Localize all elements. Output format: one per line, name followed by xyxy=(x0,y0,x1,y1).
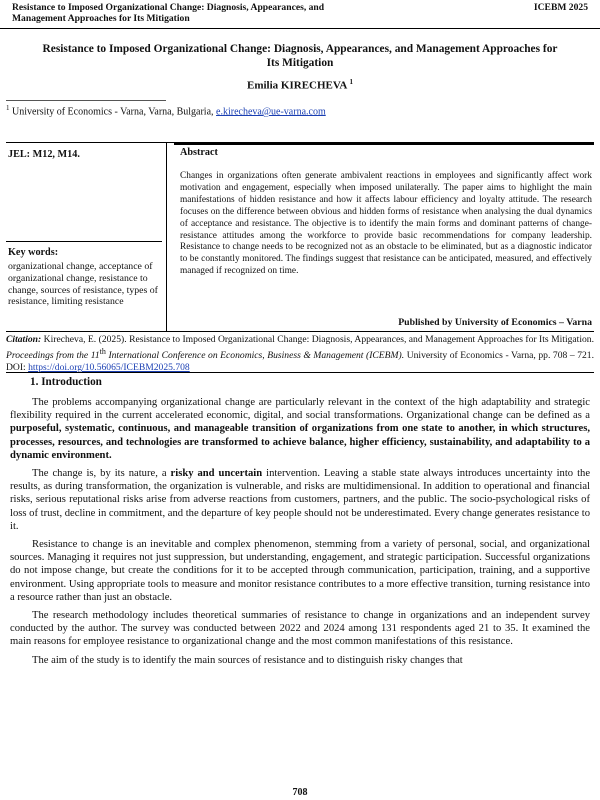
paragraph: The research methodology includes theoretical summaries of resistance to change in organizations and an independent survey conducted by the author. The survey was conducted between 2022 and 2024 among 131 respondents aged 21 to 35. It examined the main reasons for employee resistance to organizational change and the most common manifestations of this resistance. xyxy=(10,610,590,648)
keywords-title: Key words: xyxy=(8,247,59,258)
running-title: Resistance to Imposed Organizational Change: Diagnosis, Appearances, and Management Approaches for Its Mitigation xyxy=(12,2,325,24)
paragraph-emphasis: risky and uncertain xyxy=(170,468,263,480)
author-email-link[interactable]: e.kirecheva@ue-varna.com xyxy=(216,106,326,118)
citation-label: Citation: xyxy=(6,334,42,345)
body-text xyxy=(10,396,590,672)
author-name xyxy=(0,78,600,92)
header-rule xyxy=(0,28,600,29)
running-header xyxy=(12,2,588,24)
jel-codes: JEL: M12, M14. xyxy=(8,149,80,160)
paragraph-text: The problems accompanying organizational change are particularly relevant in the context of the high adaptability and strategic flexibility required in the current accelerated economic, digital, and social transformations. Organizational change can be defined as a xyxy=(10,397,590,422)
citation-block xyxy=(6,334,594,374)
paragraph xyxy=(10,467,590,533)
citation-superscript: th xyxy=(99,347,106,356)
author-name-text: Emilia KIRECHEVA xyxy=(247,79,347,92)
section-heading: 1. Introduction xyxy=(30,376,102,388)
publisher-line: Published by University of Economics – Varna xyxy=(398,317,592,328)
paragraph: The aim of the study is to identify the main sources of resistance and to distinguish risky changes that xyxy=(32,654,463,666)
keywords-rule xyxy=(6,241,162,242)
author-superscript: 1 xyxy=(349,78,353,86)
abstract-title: Abstract xyxy=(180,147,218,158)
keywords-list: organizational change, acceptance of organizational change, resistance to change, sources of resistance, types of resistance, limiting resistance xyxy=(8,261,158,308)
citation-rule xyxy=(6,372,594,373)
paragraph-text: The change is, by its nature, a xyxy=(32,468,167,480)
page-number: 708 xyxy=(292,787,308,798)
abstract-column xyxy=(174,143,594,333)
citation-proceedings-a: Proceedings from the 11 xyxy=(6,350,100,362)
abstract-text: Changes in organizations often generate ambivalent reactions in employees and significantly affect work motivation and engagement, especially when imposed unilaterally. The paper aims to highlight the main manifestations of hidden resistance and how it affects labour efficiency and loyalty attitude. The research focuses on the difference between obvious and hidden forms of resistance when analysing the dual dynamics of acceptance and resistance. The objective is to identify the main forms and dominant patterns of change-resistance attitudes among the workforce to provide basic recommendations for company leadership. Resistance to change needs to be recognized not as an obstacle to be eliminated, but as a diagnostic indicator to be constantly monitored. The findings suggest that resistance can be anticipated, measured, and effectively managed if recognized on time. xyxy=(180,171,592,277)
paragraph-emphasis: purposeful, systematic, continuous, and manageable transition of organizations from one state to another, in which structures, processes, resources, and technologies are transformed to achieve balance, higher efficiency, sustainability, and adaptability to a dynamic environment. xyxy=(10,423,590,461)
affiliation-superscript: 1 xyxy=(6,104,10,112)
paragraph: Resistance to change is an inevitable and complex phenomenon, stemming from a variety of personal, social, and organizational sources. Managing it requires not just suppression, but understanding, engagement, and strategic participation. Successful organizations do not impose change, but create the conditions for it to be accepted through communication, participation, training, and a supportive environment. Using appropriate tools to measure and monitor resistance contributes to a more effective transition, turning resistance into a resource rather than just an obstacle. xyxy=(10,539,590,603)
sidebar-column xyxy=(6,143,162,331)
citation-publisher: University of Economics - Varna, pp. 708 – 721. DOI: xyxy=(6,350,595,374)
affiliation-rule xyxy=(6,100,166,101)
affiliation-text: University of Economics - Varna, Varna, Bulgaria, xyxy=(12,106,214,118)
doi-link[interactable]: https://doi.org/10.56065/ICEBM2025.708 xyxy=(28,362,190,374)
paragraph-text: intervention. Leaving a stable state always introduces uncertainty into the results, as during transformation, the organization is vulnerable, and risks are multidimensional. In addition to operational and financial risks, serious reputational risks arise from adverse reactions from customers, partners, and the public. The socio-psychological risks of loss of trust, decline in commitment, and the departure of key people should not be underestimated. Every change generates resistance to it. xyxy=(10,468,591,532)
paper-title: Resistance to Imposed Organizational Change: Diagnosis, Appearances, and Management Approaches for Its Mitigation xyxy=(42,43,558,69)
citation-proceedings-b: International Conference on Economics, Business & Management (ICEBM). xyxy=(108,350,405,362)
affiliation xyxy=(6,104,326,117)
citation-text: Kirecheva, E. (2025). Resistance to Imposed Organizational Change: Diagnosis, Appearances, and Management Approaches for Its Mitigation. xyxy=(43,334,594,345)
conference-label: ICEBM 2025 xyxy=(533,2,588,13)
paragraph xyxy=(10,396,590,462)
abstract-section xyxy=(6,142,594,332)
column-divider xyxy=(166,143,167,331)
